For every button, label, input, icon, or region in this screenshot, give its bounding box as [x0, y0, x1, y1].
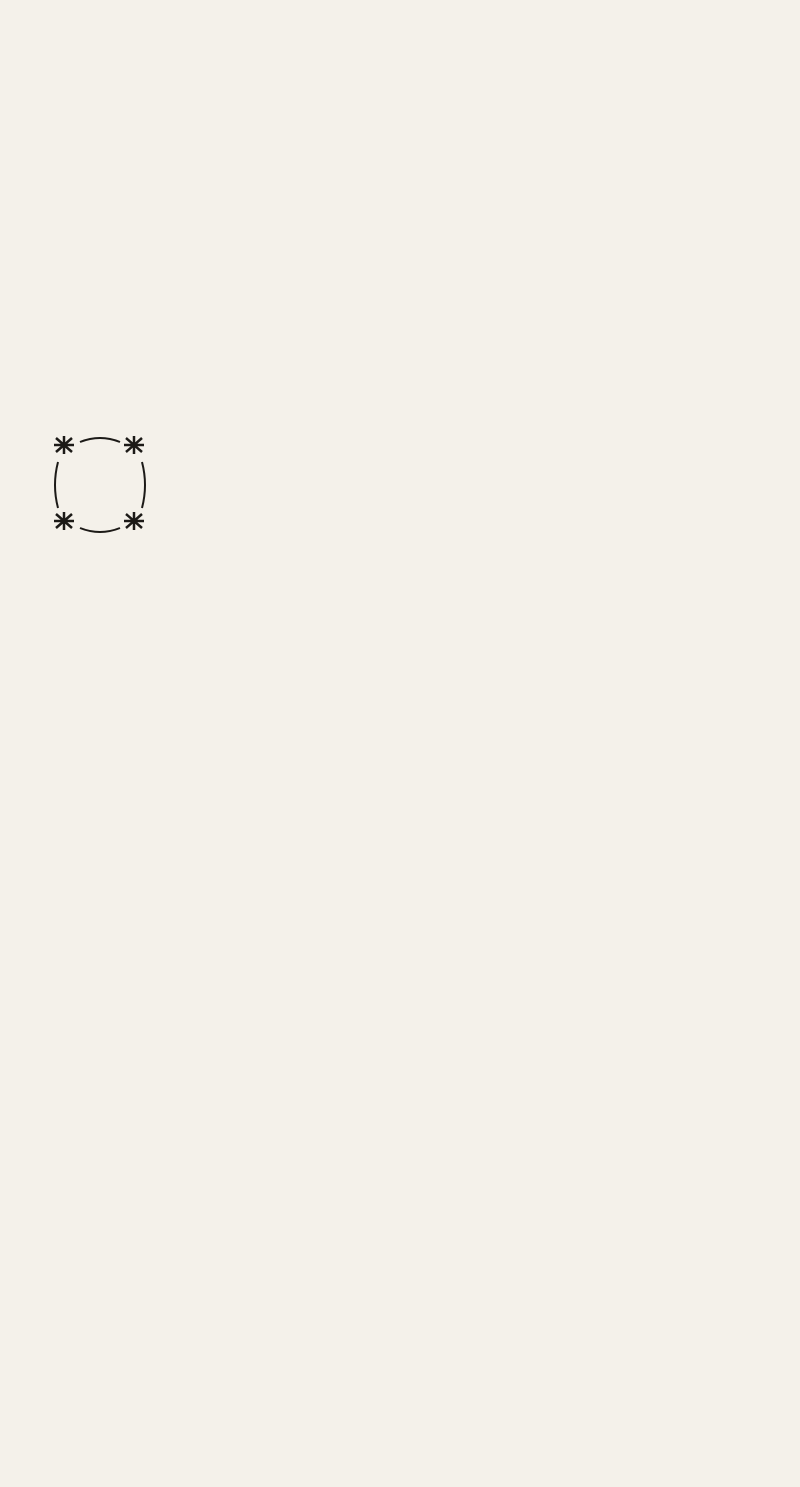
- printers-ornament-band: [88, 60, 720, 238]
- chapter-title: [52, 268, 772, 320]
- body-text: [50, 428, 766, 578]
- page-footer: [0, 1428, 800, 1478]
